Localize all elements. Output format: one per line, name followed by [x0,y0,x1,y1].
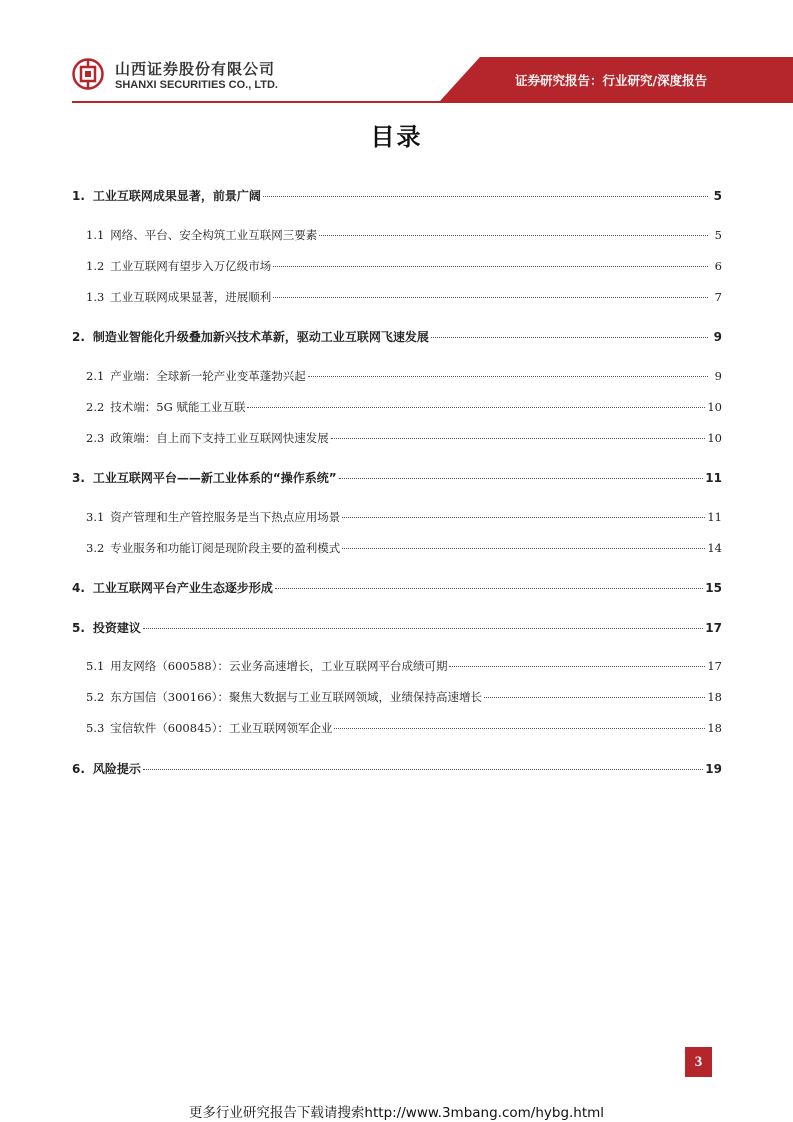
toc-page: 9 [713,330,722,344]
report-type-label: 证券研究报告：行业研究/深度报告 [515,73,708,88]
toc-label: 政策端：自上而下支持工业互联网快速发展 [110,431,329,445]
toc-label: 专业服务和功能订阅是现阶段主要的盈利模式 [110,541,341,555]
toc-leader [273,297,708,298]
toc-page: 18 [707,690,722,704]
company-name-cn: 山西证券股份有限公司 [115,60,276,78]
toc-entry[interactable] [72,258,722,274]
toc-leader [143,769,703,770]
toc-leader [247,407,705,408]
toc-label: 工业互联网平台产业生态逐步形成 [92,581,273,595]
toc-leader [319,235,708,236]
toc-number: 3.1 [86,510,105,524]
toc-leader [342,517,705,518]
toc-label: 工业互联网平台——新工业体系的“操作系统” [92,471,337,485]
toc-page: 14 [707,541,722,555]
company-logo-icon [72,58,104,90]
toc-page: 5 [714,228,722,242]
toc-label: 工业互联网成果显著，进展顺利 [110,290,272,304]
toc-number: 5.2 [86,690,105,704]
toc-label: 东方国信（300166）：聚焦大数据与工业互联网领域，业绩保持高速增长 [110,690,482,704]
toc-page: 11 [705,471,722,485]
toc-label: 宝信软件（600845）：工业互联网领军企业 [110,721,333,735]
toc-entry[interactable] [72,579,722,596]
toc-number: 5.1 [86,659,105,673]
toc-number: 2.3 [86,431,105,445]
page-title: 目录 [370,123,423,151]
toc-entry[interactable] [72,430,722,446]
toc-entry[interactable] [72,469,722,486]
toc-label: 用友网络（600588）：云业务高速增长，工业互联网平台成绩可期 [110,659,448,673]
toc-leader [484,697,705,698]
toc-label: 网络、平台、安全构筑工业互联网三要素 [110,228,318,242]
toc-page: 10 [707,431,722,445]
toc-number: 2. [72,330,85,344]
toc-label: 资产管理和生产管控服务是当下热点应用场景 [110,510,341,524]
toc-page: 17 [707,659,722,673]
toc-number: 1.2 [86,259,105,273]
toc-page: 19 [705,762,722,776]
toc-entry[interactable] [72,540,722,556]
company-name-en: SHANXI SECURITIES CO., LTD. [115,79,278,91]
toc-entry[interactable] [72,619,722,636]
toc-number: 6. [72,762,85,776]
toc-number: 3. [72,471,85,485]
toc-entry[interactable] [72,720,722,736]
toc-number: 2.1 [86,369,105,383]
toc-label: 产业端：全球新一轮产业变革蓬勃兴起 [110,369,306,383]
toc-leader [334,728,705,729]
toc-page: 6 [714,259,722,273]
toc-entry[interactable] [72,187,722,204]
toc-label: 工业互联网有望步入万亿级市场 [110,259,272,273]
toc-page: 17 [705,621,722,635]
toc-label: 投资建议 [92,621,141,635]
toc-leader [331,438,706,439]
toc-leader [263,196,708,197]
toc-entry[interactable] [72,509,722,525]
toc-page: 11 [707,510,722,524]
page-header [0,0,793,110]
toc-leader [143,628,703,629]
toc-number: 2.2 [86,400,105,414]
toc-label: 制造业智能化升级叠加新兴技术革新，驱动工业互联网飞速发展 [92,330,429,344]
toc-page: 18 [707,721,722,735]
toc-page: 5 [713,189,722,203]
toc-label: 技术端：5G 赋能工业互联 [110,400,246,414]
toc-entry[interactable] [72,227,722,243]
toc-entry[interactable] [72,689,722,705]
toc-page: 7 [714,290,722,304]
toc-number: 1.1 [86,228,105,242]
toc-entry[interactable] [72,658,722,674]
toc-entry[interactable] [72,289,722,305]
toc-leader [308,376,708,377]
toc-number: 5. [72,621,85,635]
toc-number: 5.3 [86,721,105,735]
toc-number: 4. [72,581,85,595]
header-divider [72,101,793,103]
toc-entry[interactable] [72,328,722,345]
toc-leader [342,548,705,549]
toc-label: 风险提示 [92,762,141,776]
toc-page: 15 [705,581,722,595]
toc-label: 工业互联网成果显著，前景广阔 [92,189,261,203]
toc-leader [431,337,708,338]
toc-leader [273,266,708,267]
toc-number: 1.3 [86,290,105,304]
toc-leader [339,478,704,479]
toc-page: 9 [714,369,722,383]
footer-download-notice: 更多行业研究报告下载请搜索http://www.3mbang.com/hybg.html [188,1105,605,1121]
toc-leader [449,666,705,667]
toc-leader [275,588,703,589]
toc-number: 3.2 [86,541,105,555]
page-number-badge: 3 [685,1047,712,1077]
toc-entry[interactable] [72,760,722,777]
toc-entry[interactable] [72,368,722,384]
toc-number: 1. [72,189,85,203]
toc-entry[interactable] [72,399,722,415]
toc-page: 10 [707,400,722,414]
